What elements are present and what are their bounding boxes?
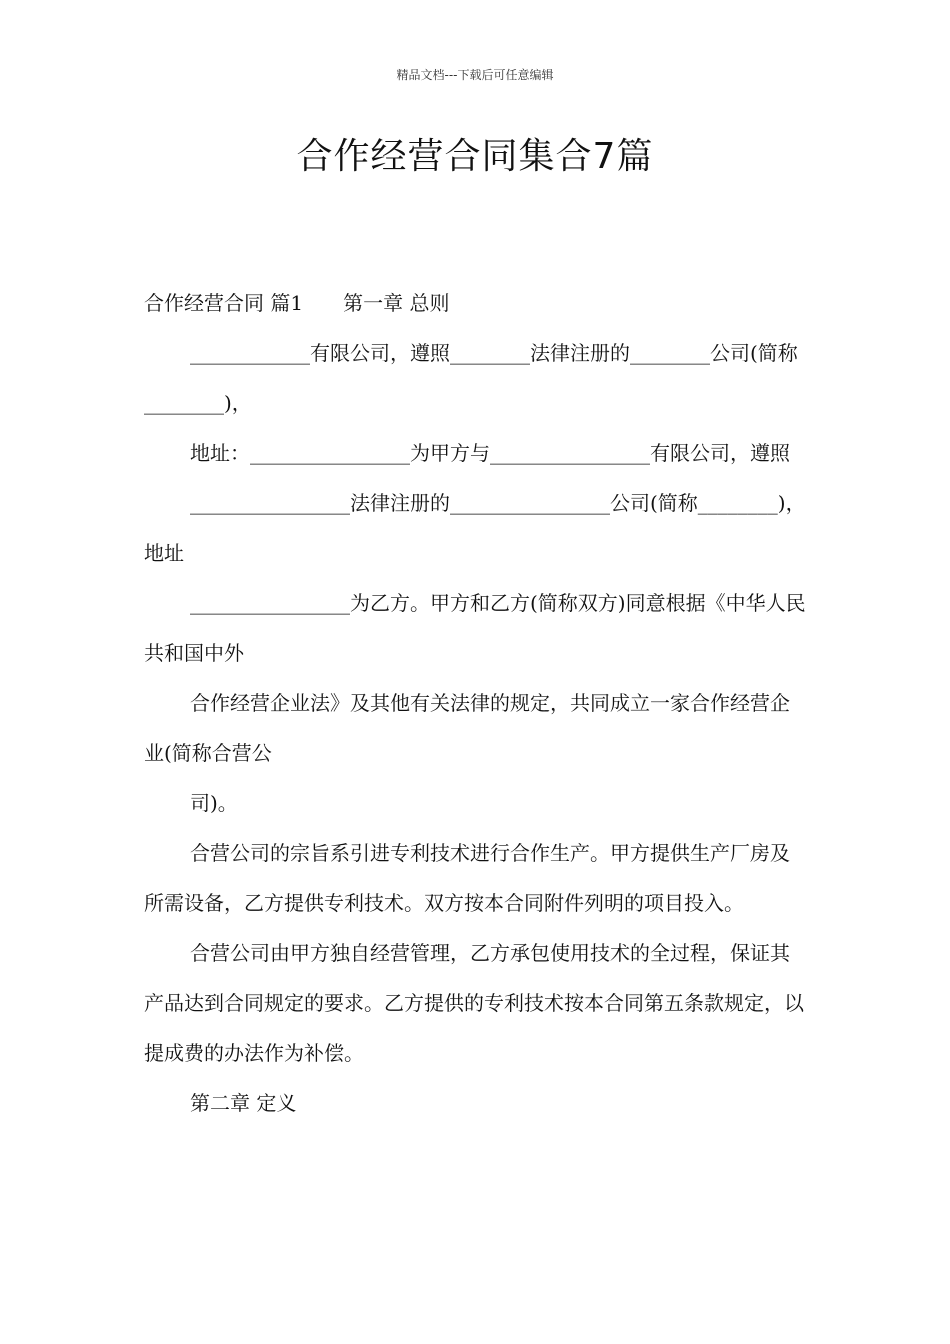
paragraph-party-a-name: ____________有限公司，遵照________法律注册的________公司(简称________)， bbox=[144, 341, 798, 415]
paragraph-purpose: 合营公司的宗旨系引进专利技术进行合作生产。甲方提供生产厂房及所需设备，乙方提供专利技术。双方按本合同附件列明的项目投入。 bbox=[144, 841, 790, 915]
chapter-label: 第一章 总则 bbox=[343, 291, 450, 315]
paragraph-management: 合营公司由甲方独自经营管理，乙方承包使用技术的全过程，保证其产品达到合同规定的要求。乙方提供的专利技术按本合同第五条款规定，以提成费的办法作为补偿。 bbox=[144, 941, 804, 1065]
document-body bbox=[144, 278, 808, 1128]
paragraph-legal-basis: 合作经营企业法》及其他有关法律的规定，共同成立一家合作经营企业(简称合营公 bbox=[144, 691, 790, 765]
paragraph-party-b-address: ________________为乙方。甲方和乙方(简称双方)同意根据《中华人民共和国中外 bbox=[144, 591, 806, 665]
header-note: 精品文档---下载后可任意编辑 bbox=[396, 68, 554, 82]
document-title: 合作经营合同集合7篇 bbox=[296, 136, 654, 177]
paragraph-legal-basis-end: 司)。 bbox=[190, 791, 238, 815]
paragraph-party-b-name: ________________法律注册的________________公司(简称________)，地址 bbox=[144, 491, 806, 565]
chapter-two-heading: 第二章 定义 bbox=[190, 1091, 297, 1115]
section-heading bbox=[144, 278, 808, 328]
part-label: 合作经营合同 篇1 bbox=[144, 291, 304, 315]
paragraph-party-a-address: 地址：________________为甲方与________________有限公司，遵照 bbox=[190, 441, 790, 465]
